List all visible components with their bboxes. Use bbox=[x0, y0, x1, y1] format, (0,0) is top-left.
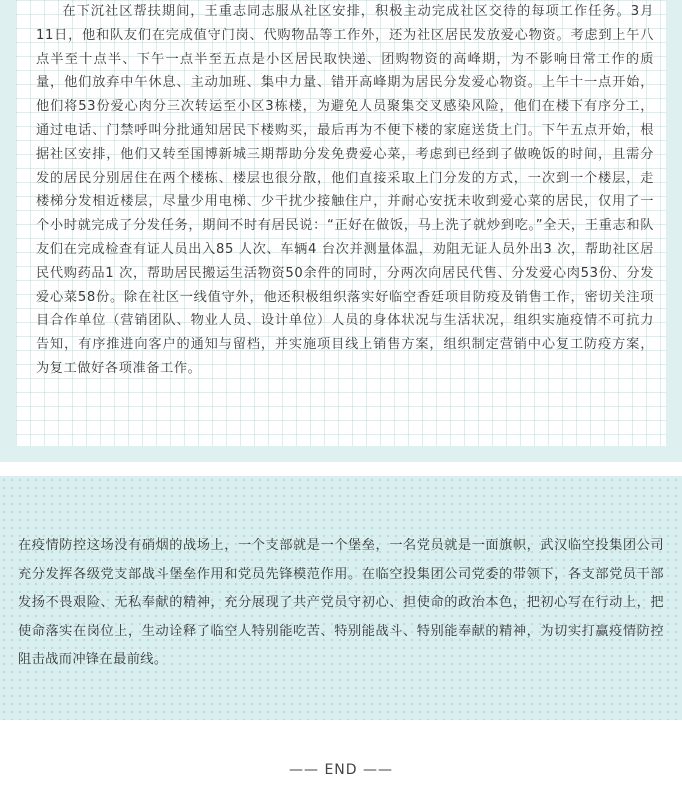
end-marker: —— END —— bbox=[289, 762, 393, 778]
article-paragraph-summary: 在疫情防控这场没有硝烟的战场上，一个支部就是一个堡垒，一名党员就是一面旗帜，武汉临空投集团公司充分发挥各级党支部战斗堡垒作用和党员先锋模范作用。在临空投集团公司党委的带领下，各支部党员干部发扬不畏艰险、无私奉献的精神，充分展现了共产党员守初心、担使命的政治本色，把初心写在行动上，把使命落实在岗位上，生动诠释了临空人特别能吃苦、特别能战斗、特别能奉献的精神，为切实打赢疫情防控阻击战而冲锋在最前线。 bbox=[18, 538, 664, 668]
summary-panel bbox=[0, 476, 682, 720]
article-paragraph-main: 在下沉社区帮扶期间，王重志同志服从社区安排，积极主动完成社区交待的每项工作任务。3月11日，他和队友们在完成值守门岗、代购物品等工作外，还为社区居民发放爱心物资。考虑到上午八点半至十点半、下午一点半至五点是小区居民取快递、团购物资的高峰期，为不影响日常工作的质量，他们放弃中午休息、主动加班、集中力量、错开高峰期为居民分发爱心物资。上午十一点开始，他们将53份爱心肉分三次转运至小区3栋楼，为避免人员聚集交叉感染风险，他们在楼下有序分工，通过电话、门禁呼叫分批通知居民下楼购买，最后再为不便下楼的家庭送货上门。下午五点开始，根据社区安排，他们又转至国博新城三期帮助分发免费爱心菜，考虑到已经到了做晚饭的时间，且需分发的居民分别居住在两个楼栋、楼层也很分散，他们直接采取上门分发的方式，一次到一个楼层，走楼梯分发相近楼层，尽量少用电梯、少干扰少接触住户，并耐心安抚未收到爱心菜的居民，仅用了一个小时就完成了分发任务，期间不时有居民说：“正好在做饭，马上洗了就炒到吃。”全天，王重志和队友们在完成检查有证人员出入85 人次、车辆4 台次并测量体温，劝阻无证人员外出3 次，帮助社区居民代购药品1 次，帮助居民搬运生活物资50余件的同时，分两次向居民代售、分发爱心肉53份、分发爱心菜58份。除在社区一线值守外，他还积极组织落实好临空香廷项目防疫及销售工作，密切关注项目合作单位（营销团队、物业人员、设计单位）人员的身体状况与生活状况，组织实施疫情不可抗力告知，有序推进向客户的通知与留档，并实施项目线上销售方案，组织制定营销中心复工防疫方案，为复工做好各项准备工作。 bbox=[36, 4, 654, 376]
